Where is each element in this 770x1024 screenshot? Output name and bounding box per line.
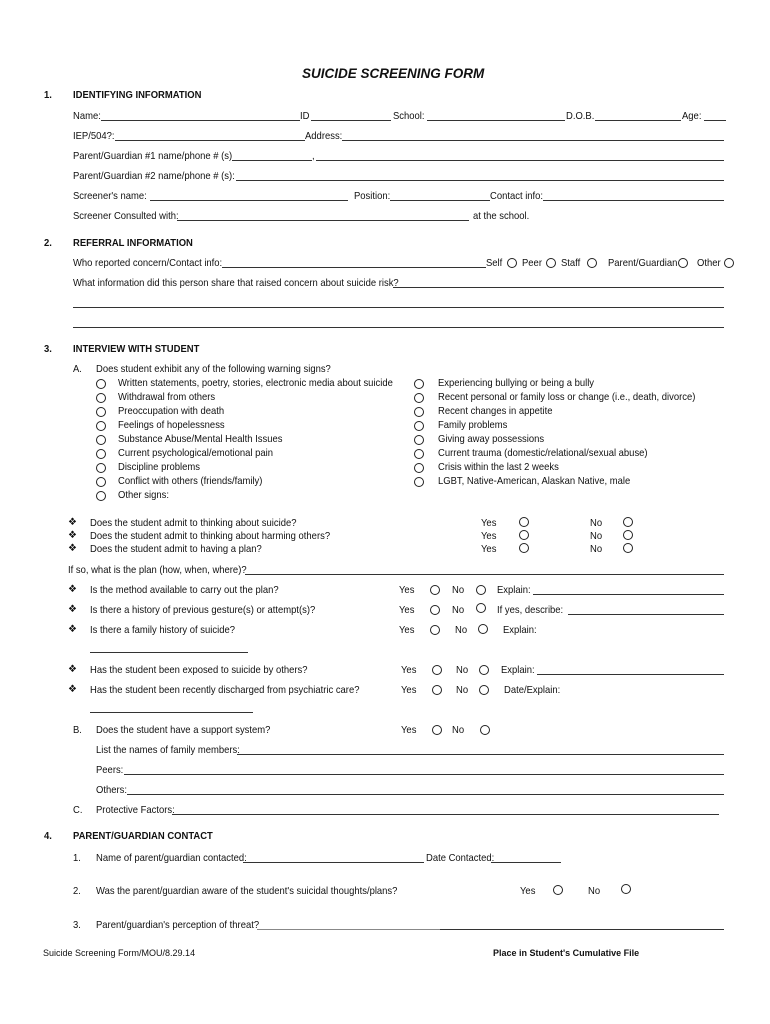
- no-label: No: [455, 624, 468, 636]
- no-label: No: [590, 530, 603, 542]
- id-label: ID: [300, 110, 310, 122]
- sign-right-radio[interactable]: [414, 393, 424, 403]
- yes-label: Yes: [481, 517, 497, 529]
- exposed-explain-field[interactable]: [537, 674, 724, 675]
- section-4-number: 4.: [44, 830, 52, 842]
- opt-peer-label: Peer: [522, 257, 542, 269]
- consulted-field[interactable]: [177, 220, 469, 221]
- name-label: Name:: [73, 110, 101, 122]
- consulted-label: Screener Consulted with:: [73, 210, 179, 222]
- section-4-heading: PARENT/GUARDIAN CONTACT: [73, 830, 213, 842]
- who-reported-field[interactable]: [222, 267, 486, 268]
- aware-yes-radio[interactable]: [553, 885, 563, 895]
- section-3-heading: INTERVIEW WITH STUDENT: [73, 343, 200, 355]
- iep-field[interactable]: [115, 140, 305, 141]
- part-a-letter: A.: [73, 363, 82, 375]
- yes-label: Yes: [401, 664, 417, 676]
- sign-right-radio[interactable]: [414, 407, 424, 417]
- parent1-label: Parent/Guardian #1 name/phone # (s): [73, 150, 233, 162]
- admit-no-radio[interactable]: [623, 530, 633, 540]
- parent-contacted-field[interactable]: [243, 862, 424, 863]
- school-field[interactable]: [427, 120, 565, 121]
- bullet-diamond-icon: ❖: [68, 543, 77, 554]
- support-no-radio[interactable]: [480, 725, 490, 735]
- footer-instruction: Place in Student's Cumulative File: [493, 948, 640, 958]
- section-1-number: 1.: [44, 89, 52, 101]
- sign-left-label: Current psychological/emotional pain: [118, 447, 273, 459]
- sign-right-label: Experiencing bullying or being a bully: [438, 377, 595, 389]
- method-yes-radio[interactable]: [430, 585, 440, 595]
- sign-left-label: Other signs:: [118, 489, 169, 501]
- admit-question: Does the student admit to thinking about harming others?: [90, 530, 331, 542]
- peers-label: Peers:: [96, 764, 124, 776]
- position-field[interactable]: [390, 200, 490, 201]
- age-field[interactable]: [704, 120, 726, 121]
- discharged-question: Has the student been recently discharged from psychiatric care?: [90, 684, 360, 696]
- sign-right-radio[interactable]: [414, 449, 424, 459]
- footer-form-id: Suicide Screening Form/MOU/8.29.14: [43, 948, 196, 958]
- no-label: No: [588, 885, 601, 897]
- explain-label: Explain:: [501, 664, 535, 676]
- parent1-comma: ,: [312, 150, 315, 162]
- warning-signs-question: Does student exhibit any of the following warning signs?: [96, 363, 331, 375]
- sign-right-label: Crisis within the last 2 weeks: [438, 461, 559, 473]
- method-no-radio[interactable]: [476, 585, 486, 595]
- who-reported-label: Who reported concern/Contact info:: [73, 257, 223, 269]
- support-yes-radio[interactable]: [432, 725, 442, 735]
- parent2-label: Parent/Guardian #2 name/phone # (s):: [73, 170, 235, 182]
- discharged-explain-field[interactable]: [90, 712, 253, 713]
- sign-left-label: Written statements, poetry, stories, electronic media about suicide: [118, 377, 393, 389]
- sign-left-label: Conflict with others (friends/family): [118, 475, 263, 487]
- protective-field[interactable]: [172, 814, 719, 815]
- parent-aware-question: Was the parent/guardian aware of the student's suicidal thoughts/plans?: [96, 885, 398, 897]
- form-title: SUICIDE SCREENING FORM: [302, 66, 485, 81]
- section-3-number: 3.: [44, 343, 52, 355]
- item-3-number: 3.: [73, 919, 81, 931]
- yes-label: Yes: [520, 885, 536, 897]
- admit-no-radio[interactable]: [623, 543, 633, 553]
- protective-label: Protective Factors:: [96, 804, 175, 816]
- what-shared-field[interactable]: [393, 287, 724, 288]
- plan-field[interactable]: [245, 574, 724, 575]
- no-label: No: [590, 517, 603, 529]
- sign-left-radio[interactable]: [96, 379, 106, 389]
- contact-label: Contact info:: [490, 190, 544, 202]
- admit-yes-radio[interactable]: [519, 543, 529, 553]
- dob-label: D.O.B.: [566, 110, 595, 122]
- sign-left-radio[interactable]: [96, 393, 106, 403]
- sign-right-label: Recent personal or family loss or change (i.e., death, divorce): [438, 391, 696, 403]
- bullet-diamond-icon: ❖: [68, 684, 77, 695]
- exposed-yes-radio[interactable]: [432, 665, 442, 675]
- family-history-question: Is there a family history of suicide?: [90, 624, 235, 636]
- sign-right-label: Giving away possessions: [438, 433, 545, 445]
- opt-parent-label: Parent/Guardian: [608, 257, 678, 269]
- sign-right-label: Recent changes in appetite: [438, 405, 553, 417]
- sign-left-label: Preoccupation with death: [118, 405, 225, 417]
- at-school-text: at the school.: [473, 210, 530, 222]
- sign-left-radio[interactable]: [96, 463, 106, 473]
- others-label: Others:: [96, 784, 127, 796]
- yes-label: Yes: [399, 624, 415, 636]
- section-2-heading: REFERRAL INFORMATION: [73, 237, 193, 249]
- if-yes-label: If yes, describe:: [497, 604, 564, 616]
- method-explain-field[interactable]: [533, 594, 724, 595]
- date-contacted-label: Date Contacted:: [426, 852, 495, 864]
- what-shared-line-2[interactable]: [73, 307, 724, 308]
- yes-label: Yes: [481, 530, 497, 542]
- dob-field[interactable]: [595, 120, 681, 121]
- no-label: No: [590, 543, 603, 555]
- sign-left-radio[interactable]: [96, 421, 106, 431]
- discharged-yes-radio[interactable]: [432, 685, 442, 695]
- section-1-heading: IDENTIFYING INFORMATION: [73, 89, 202, 101]
- yes-label: Yes: [399, 604, 415, 616]
- family-yes-radio[interactable]: [430, 625, 440, 635]
- no-label: No: [456, 684, 469, 696]
- yes-label: Yes: [401, 724, 417, 736]
- iep-label: IEP/504?:: [73, 130, 115, 142]
- bullet-diamond-icon: ❖: [68, 584, 77, 595]
- yes-label: Yes: [481, 543, 497, 555]
- opt-self-radio[interactable]: [507, 258, 517, 268]
- bullet-diamond-icon: ❖: [68, 604, 77, 615]
- peers-field[interactable]: [124, 774, 724, 775]
- aware-no-radio[interactable]: [621, 884, 631, 894]
- no-label: No: [452, 584, 465, 596]
- explain-label: Explain:: [503, 624, 537, 636]
- yes-label: Yes: [401, 684, 417, 696]
- date-contacted-field[interactable]: [491, 862, 561, 863]
- opt-peer-radio[interactable]: [546, 258, 556, 268]
- others-field[interactable]: [127, 794, 724, 795]
- family-members-label: List the names of family members:: [96, 744, 240, 756]
- what-shared-line-3[interactable]: [73, 327, 724, 328]
- sign-right-label: LGBT, Native-American, Alaskan Native, male: [438, 475, 631, 487]
- part-b-letter: B.: [73, 724, 82, 736]
- history-no-radio[interactable]: [476, 603, 486, 613]
- age-label: Age:: [682, 110, 702, 122]
- support-question: Does the student have a support system?: [96, 724, 271, 736]
- explain-label: Explain:: [497, 584, 531, 596]
- bullet-diamond-icon: ❖: [68, 530, 77, 541]
- sign-right-radio[interactable]: [414, 477, 424, 487]
- parent1-name-field[interactable]: [232, 160, 312, 161]
- discharged-no-radio[interactable]: [479, 685, 489, 695]
- opt-staff-label: Staff: [561, 257, 581, 269]
- history-yes-radio[interactable]: [430, 605, 440, 615]
- address-field[interactable]: [342, 140, 724, 141]
- family-members-field[interactable]: [237, 754, 724, 755]
- section-2-number: 2.: [44, 237, 52, 249]
- item-2-number: 2.: [73, 885, 81, 897]
- exposed-no-radio[interactable]: [479, 665, 489, 675]
- family-no-radio[interactable]: [478, 624, 488, 634]
- history-question: Is there a history of previous gesture(s) or attempt(s)?: [90, 604, 316, 616]
- bullet-diamond-icon: ❖: [68, 624, 77, 635]
- perception-field-2[interactable]: [440, 929, 724, 930]
- opt-self-label: Self: [486, 257, 503, 269]
- admit-question: Does the student admit to having a plan?: [90, 543, 262, 555]
- no-label: No: [452, 724, 465, 736]
- opt-other-label: Other: [697, 257, 721, 269]
- sign-left-label: Withdrawal from others: [118, 391, 216, 403]
- sign-left-label: Discipline problems: [118, 461, 200, 473]
- sign-left-label: Substance Abuse/Mental Health Issues: [118, 433, 283, 445]
- sign-right-label: Family problems: [438, 419, 508, 431]
- opt-other-radio[interactable]: [724, 258, 734, 268]
- perception-field[interactable]: [257, 929, 440, 930]
- item-1-number: 1.: [73, 852, 81, 864]
- sign-left-radio[interactable]: [96, 477, 106, 487]
- sign-right-radio[interactable]: [414, 463, 424, 473]
- id-field[interactable]: [311, 120, 391, 121]
- school-label: School:: [393, 110, 425, 122]
- opt-parent-radio[interactable]: [678, 258, 688, 268]
- what-shared-label: What information did this person share that raised concern about suicide risk?: [73, 277, 399, 289]
- sign-right-radio[interactable]: [414, 421, 424, 431]
- sign-right-label: Current trauma (domestic/relational/sexual abuse): [438, 447, 648, 459]
- contact-field[interactable]: [543, 200, 724, 201]
- parent2-field[interactable]: [236, 180, 724, 181]
- part-c-letter: C.: [73, 804, 83, 816]
- sign-right-radio[interactable]: [414, 435, 424, 445]
- method-question: Is the method available to carry out the plan?: [90, 584, 279, 596]
- plan-label: If so, what is the plan (how, when, where)?: [68, 564, 247, 576]
- screener-field[interactable]: [150, 200, 348, 201]
- exposed-question: Has the student been exposed to suicide by others?: [90, 664, 308, 676]
- sign-left-radio[interactable]: [96, 435, 106, 445]
- name-field[interactable]: [101, 120, 300, 121]
- admit-yes-radio[interactable]: [519, 517, 529, 527]
- sign-left-radio[interactable]: [96, 449, 106, 459]
- date-explain-label: Date/Explain:: [504, 684, 561, 696]
- position-label: Position:: [354, 190, 391, 202]
- no-label: No: [456, 664, 469, 676]
- admit-yes-radio[interactable]: [519, 530, 529, 540]
- admit-no-radio[interactable]: [623, 517, 633, 527]
- parent1-phone-field[interactable]: [316, 160, 724, 161]
- no-label: No: [452, 604, 465, 616]
- sign-left-radio[interactable]: [96, 491, 106, 501]
- yes-label: Yes: [399, 584, 415, 596]
- screener-label: Screener's name:: [73, 190, 147, 202]
- sign-left-radio[interactable]: [96, 407, 106, 417]
- family-explain-field[interactable]: [90, 652, 248, 653]
- perception-label: Parent/guardian's perception of threat?: [96, 919, 260, 931]
- sign-left-label: Feelings of hopelessness: [118, 419, 225, 431]
- bullet-diamond-icon: ❖: [68, 517, 77, 528]
- sign-right-radio[interactable]: [414, 379, 424, 389]
- admit-question: Does the student admit to thinking about suicide?: [90, 517, 297, 529]
- bullet-diamond-icon: ❖: [68, 664, 77, 675]
- history-describe-field[interactable]: [568, 614, 724, 615]
- opt-staff-radio[interactable]: [587, 258, 597, 268]
- parent-contacted-label: Name of parent/guardian contacted:: [96, 852, 247, 864]
- address-label: Address:: [305, 130, 343, 142]
